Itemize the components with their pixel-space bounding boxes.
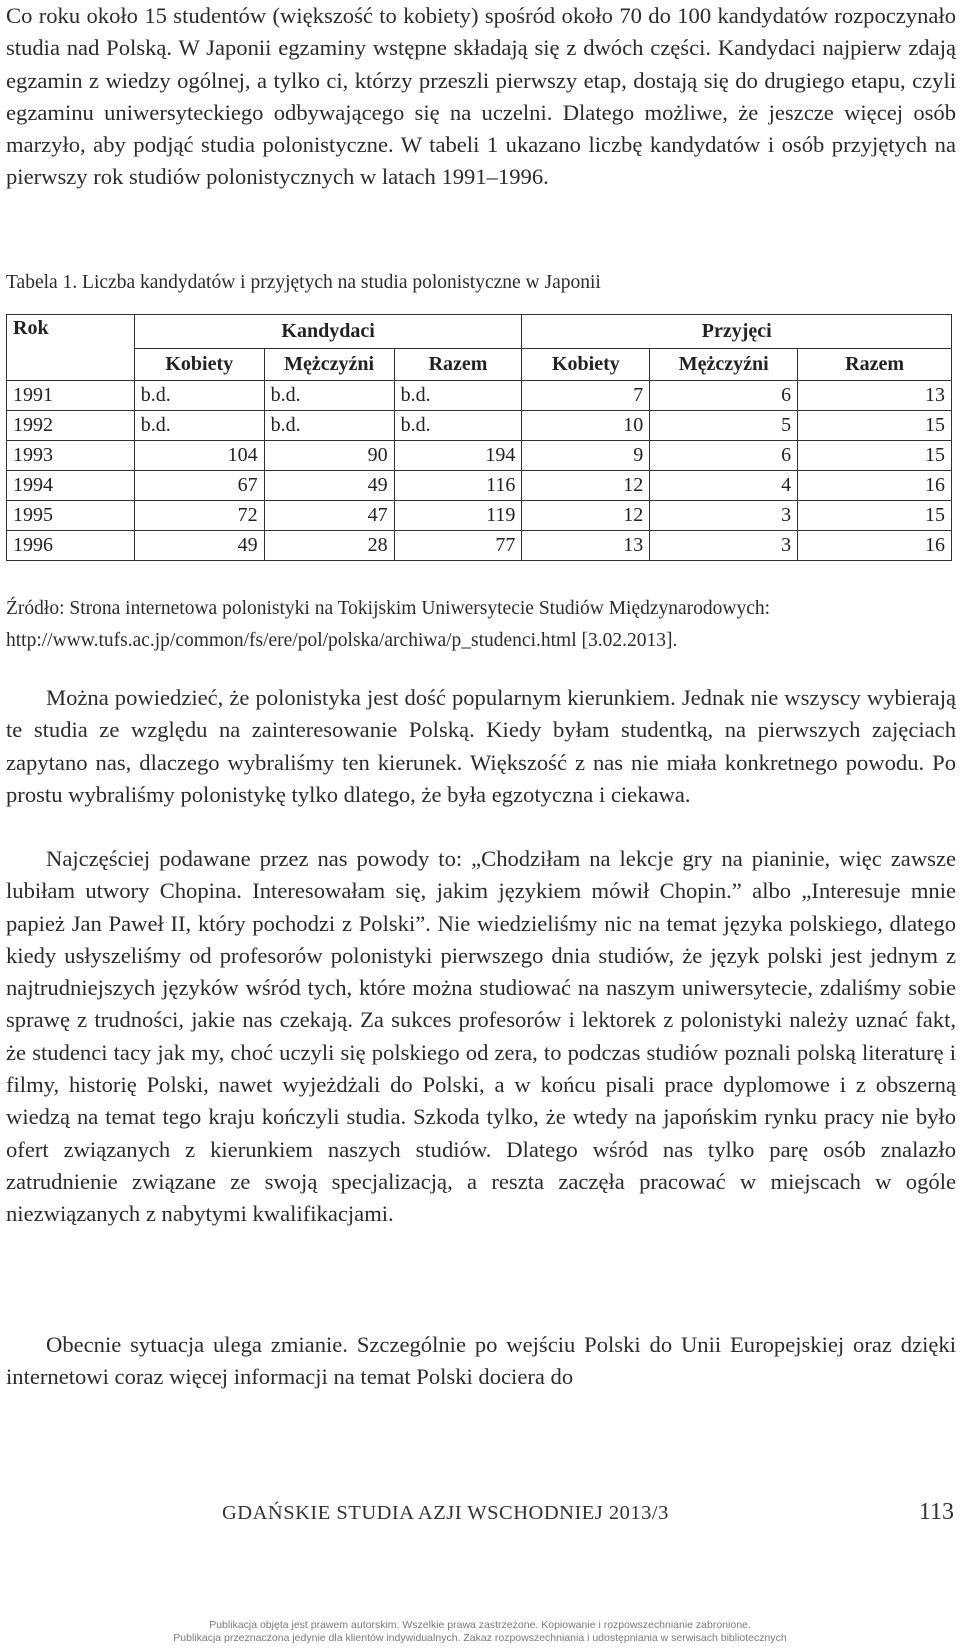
table-cell: 6 bbox=[650, 441, 798, 471]
year-cell: 1995 bbox=[7, 501, 135, 531]
header-candidates-men: Mężczyźni bbox=[264, 349, 394, 381]
year-cell: 1996 bbox=[7, 531, 135, 561]
table-cell: 7 bbox=[522, 381, 650, 411]
year-cell: 1991 bbox=[7, 381, 135, 411]
table-cell: 104 bbox=[134, 441, 264, 471]
table-cell: 13 bbox=[798, 381, 952, 411]
table-cell: b.d. bbox=[264, 411, 394, 441]
table-caption: Tabela 1. Liczba kandydatów i przyjętych na studia polonistyczne w Japonii bbox=[6, 272, 601, 293]
table-row bbox=[7, 441, 952, 471]
table-cell: b.d. bbox=[134, 411, 264, 441]
header-admitted-men: Mężczyźni bbox=[650, 349, 798, 381]
year-cell: 1994 bbox=[7, 471, 135, 501]
table-row bbox=[7, 471, 952, 501]
journal-title: GDAŃSKIE STUDIA AZJI WSCHODNIEJ 2013/3 bbox=[222, 1502, 669, 1524]
distribution-notice: Publikacja przeznaczona jedynie dla klientów indywidualnych. Zakaz rozpowszechniania i udostępniania w serwisach bibliotecznych bbox=[173, 1632, 787, 1644]
table-cell: 16 bbox=[798, 531, 952, 561]
header-rok: Rok bbox=[7, 315, 135, 381]
table-cell: 16 bbox=[798, 471, 952, 501]
table-cell: 67 bbox=[134, 471, 264, 501]
table-cell: 4 bbox=[650, 471, 798, 501]
table-cell: 3 bbox=[650, 501, 798, 531]
header-admitted: Przyjęci bbox=[522, 315, 952, 349]
year-cell: 1993 bbox=[7, 441, 135, 471]
table-row bbox=[7, 411, 952, 441]
table-cell: b.d. bbox=[394, 381, 522, 411]
year-cell: 1992 bbox=[7, 411, 135, 441]
table-cell: 15 bbox=[798, 441, 952, 471]
table-cell: 12 bbox=[522, 471, 650, 501]
table-cell: 119 bbox=[394, 501, 522, 531]
table-cell: 10 bbox=[522, 411, 650, 441]
body-paragraph-3: Obecnie sytuacja ulega zmianie. Szczególnie po wejściu Polski do Unii Europejskiej oraz dzięki internetowi coraz więcej informacji na temat Polski dociera do bbox=[6, 1332, 956, 1390]
table-cell: 77 bbox=[394, 531, 522, 561]
table-cell: 6 bbox=[650, 381, 798, 411]
header-admitted-women: Kobiety bbox=[522, 349, 650, 381]
table-cell: 12 bbox=[522, 501, 650, 531]
table-cell: 5 bbox=[650, 411, 798, 441]
table-row bbox=[7, 531, 952, 561]
table-cell: 49 bbox=[264, 471, 394, 501]
page-number: 113 bbox=[918, 1499, 954, 1525]
table-cell: 116 bbox=[394, 471, 522, 501]
candidates-table bbox=[6, 314, 952, 561]
table-cell: 15 bbox=[798, 411, 952, 441]
table-cell: 9 bbox=[522, 441, 650, 471]
body-paragraph-2: Najczęściej podawane przez nas powody to: „Chodziłam na lekcje gry na pianinie, więc zawsze lubiłam utwory Chopina. Interesowałam się, jakim językiem mówił Chopin.” albo „Interesuje mnie papież Jan Paweł II, który pochodzi z Polski”. Nie wiedzieliśmy nic na temat języka polskiego, dlatego kiedy usłyszeliśmy od profesorów polonistyki pierwszego dnia studiów, że język polski jest jednym z najtrudniejszych języków wśród tych, które można studiować na naszym uniwersytecie, zdaliśmy sobie sprawę z trudności, jakie nas czekają. Za sukces profesorów i lektorek z polonistyki należy uznać fakt, że studenci tacy jak my, choć uczyli się polskiego od zera, to podczas studiów poznali polską literaturę i filmy, historię Polski, nawet wyjeżdżali do Polski, a w końcu pisali prace dyplomowe i z obszerną wiedzą na temat tego kraju kończyli studia. Szkoda tylko, że wtedy na japońskim rynku pracy nie było ofert związanych z kierunkiem naszych studiów. Dlatego wśród nas tylko parę osób znalazło zatrudnienie związane ze swoją specjalizacją, a reszta zaczęła pracować w miejscach w ogóle niezwiązanych z nabytymi kwalifikacjami. bbox=[6, 846, 956, 1227]
table-cell: 194 bbox=[394, 441, 522, 471]
page-footer bbox=[0, 1499, 960, 1532]
table-row bbox=[7, 501, 952, 531]
table-cell: b.d. bbox=[264, 381, 394, 411]
header-candidates-women: Kobiety bbox=[134, 349, 264, 381]
table-row bbox=[7, 381, 952, 411]
table-cell: 90 bbox=[264, 441, 394, 471]
table-cell: 72 bbox=[134, 501, 264, 531]
copyright-notice: Publikacja objęta jest prawem autorskim. Wszelkie prawa zastrzeżone. Kopiowanie i rozpowszechnianie zabronione. bbox=[209, 1619, 751, 1631]
table-cell: b.d. bbox=[394, 411, 522, 441]
table-source: Źródło: Strona internetowa polonistyki na Tokijskim Uniwersytecie Studiów Międzynarodowych: http://www.tufs.ac.jp/common/fs/ere/pol/polska/archiwa/p_studenci.html [3.02.2013]. bbox=[6, 598, 771, 651]
table-cell: 15 bbox=[798, 501, 952, 531]
table-cell: 13 bbox=[522, 531, 650, 561]
intro-paragraph: Co roku około 15 studentów (większość to kobiety) spośród około 70 do 100 kandydatów rozpoczynało studia nad Polską. W Japonii egzaminy wstępne składają się z dwóch części. Kandydaci najpierw zdają egzamin z wiedzy ogólnej, a tylko ci, którzy przeszli pierwszy etap, dostają się do drugiego etapu, czyli egzaminu uniwersyteckiego odbywającego się na uczelni. Dlatego możliwe, że jeszcze więcej osób marzyło, aby podjąć studia polonistyczne. W tabeli 1 ukazano liczbę kandydatów i osób przyjętych na pierwszy rok studiów polonistycznych w latach 1991–1996. bbox=[6, 3, 956, 190]
header-candidates: Kandydaci bbox=[134, 315, 522, 349]
header-candidates-total: Razem bbox=[394, 349, 522, 381]
table-cell: 49 bbox=[134, 531, 264, 561]
table-cell: b.d. bbox=[134, 381, 264, 411]
header-admitted-total: Razem bbox=[798, 349, 952, 381]
table-cell: 3 bbox=[650, 531, 798, 561]
body-paragraph-1: Można powiedzieć, że polonistyka jest dość popularnym kierunkiem. Jednak nie wszyscy wybierają te studia ze względu na zainteresowanie Polską. Kiedy byłam studentką, na pierwszych zajęciach zapytano nas, dlaczego wybraliśmy ten kierunek. Większość z nas nie miała konkretnego powodu. Po prostu wybraliśmy polonistykę tylko dlatego, że była egzotyczna i ciekawa. bbox=[6, 685, 956, 807]
table-cell: 47 bbox=[264, 501, 394, 531]
table-cell: 28 bbox=[264, 531, 394, 561]
